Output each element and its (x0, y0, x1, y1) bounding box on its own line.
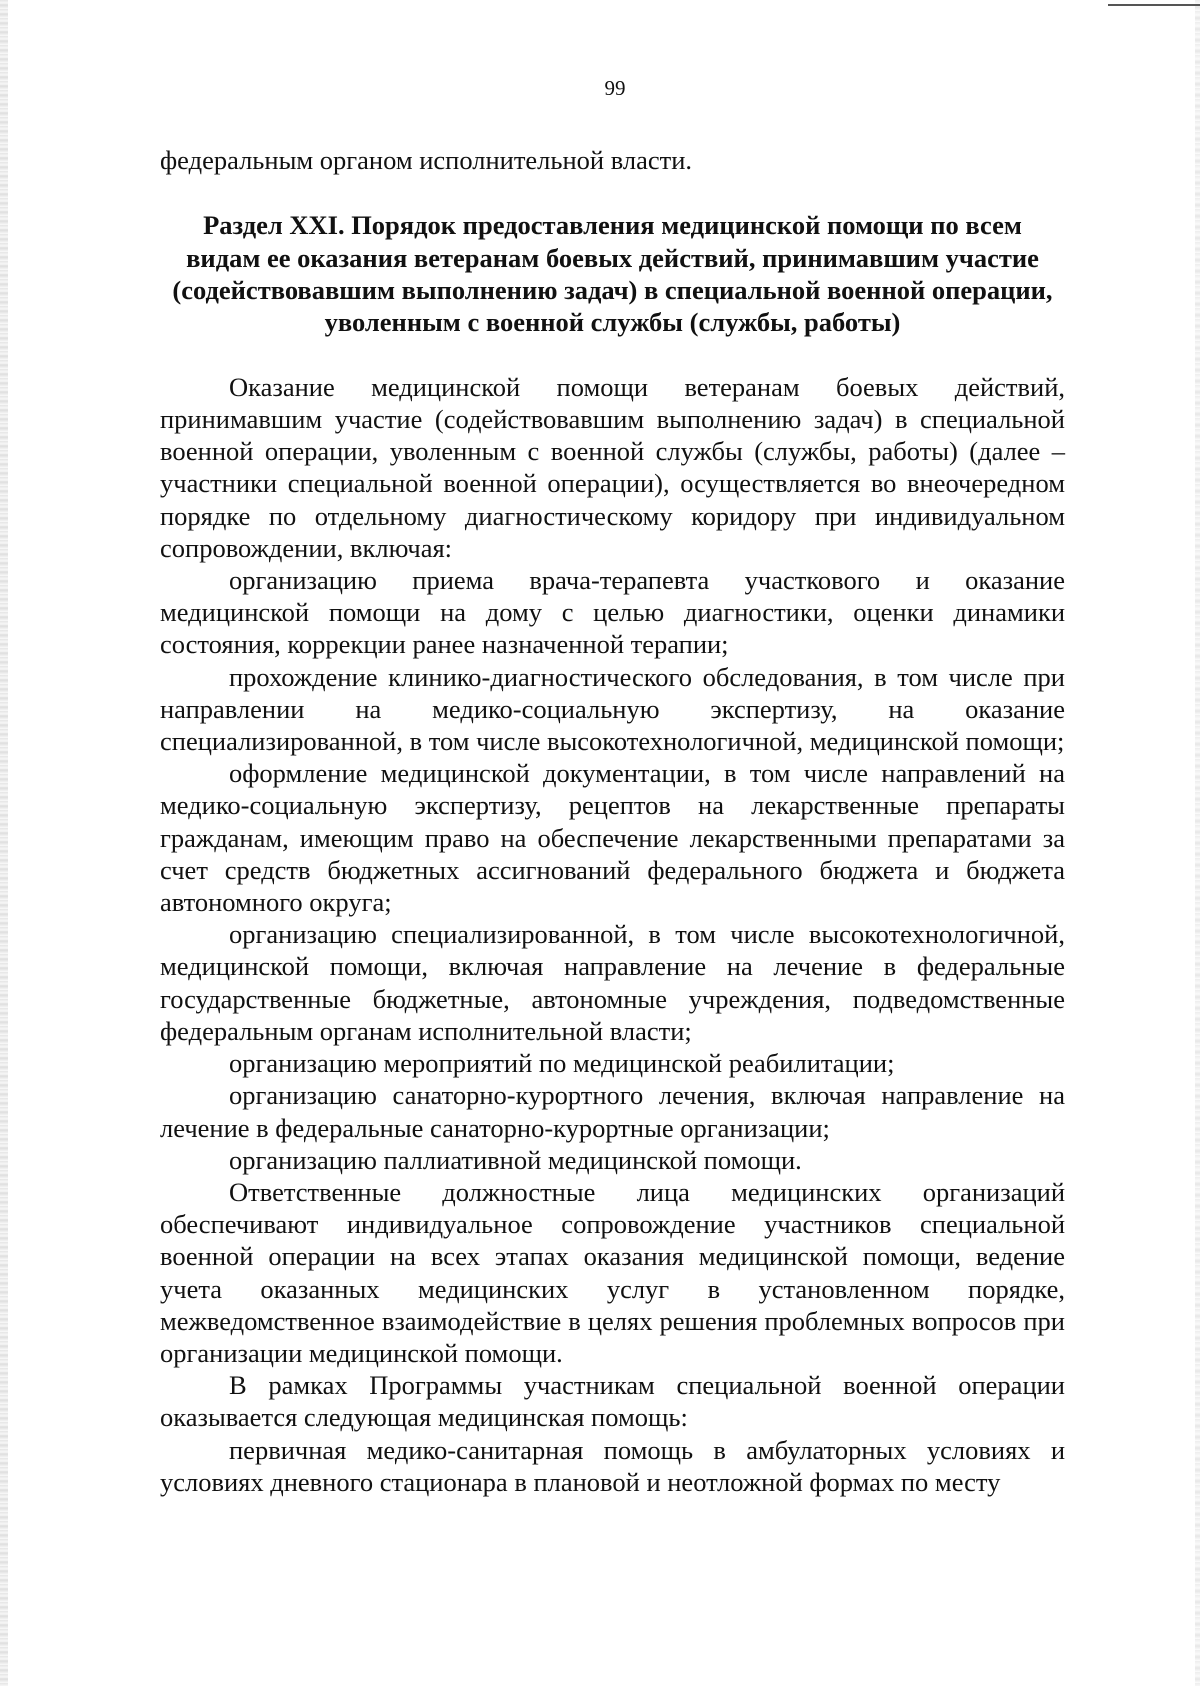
section-heading: Раздел XXI. Порядок предоставления медицинской помощи по всем видам ее оказания ветеранам боевых действий, принимавшим участие (содействовавшим выполнению задач) в специальной военной операции, уволенным с военной службы (службы, работы) (172, 210, 1053, 338)
paragraph: В рамках Программы участникам специальной военной операции оказывается следующая медицинская помощь: (160, 1370, 1065, 1433)
paragraph: прохождение клинико-диагностического обследования, в том числе при направлении на медико-социальную экспертизу, на оказание специализированной, в том числе высокотехнологичной, медицинской помощи; (160, 661, 1065, 757)
page-number: 99 (604, 76, 626, 100)
scan-edge-left (0, 0, 8, 1686)
paragraph: организацию паллиативной медицинской помощи. (229, 1144, 802, 1175)
paragraph: первичная медико-санитарная помощь в амбулаторных условиях и условиях дневного стационара в плановой и неотложной формах по месту (160, 1434, 1065, 1497)
lead-text: федеральным органом исполнительной власти. (160, 145, 693, 175)
paragraph: Ответственные должностные лица медицинских организаций обеспечивают индивидуальное сопровождение участников специальной военной операции на всех этапах оказания медицинской помощи, ведение учета оказанных медицинских услуг в установленном порядке, межведомственное взаимодействие в целях решения проблемных вопросов при организации медицинской помощи. (160, 1176, 1065, 1368)
scan-edge-right (1195, 0, 1200, 1686)
paragraph: организацию санаторно-курортного лечения, включая направление на лечение в федеральные санаторно-курортные организации; (160, 1080, 1065, 1143)
paragraph: Оказание медицинской помощи ветеранам боевых действий, принимавшим участие (содействовавшим выполнению задач) в специальной военной операции, уволенным с военной службы (службы, работы) (далее – участники специальной военной операции), осуществляется во внеочередном порядке по отдельному диагностическому коридору при индивидуальном сопровождении, включая: (160, 371, 1065, 563)
scan-mark-top (1108, 4, 1200, 6)
paragraph: организацию приема врача-терапевта участкового и оказание медицинской помощи на дому с целью диагностики, оценки динамики состояния, коррекции ранее назначенной терапии; (160, 565, 1065, 660)
document-body (160, 144, 1065, 1498)
paragraph: оформление медицинской документации, в том числе направлений на медико-социальную экспертизу, рецептов на лекарственные препараты гражданам, имеющим право на обеспечение лекарственными препаратами за счет средств бюджетных ассигнований федерального бюджета и бюджета автономного округа; (160, 758, 1065, 918)
paragraph: организацию специализированной, в том числе высокотехнологичной, медицинской помощи, включая направление на лечение в федеральные государственные бюджетные, автономные учреждения, подведомственные федеральным органам исполнительной власти; (160, 919, 1065, 1046)
paragraph-list (160, 371, 1065, 1498)
paragraph: организацию мероприятий по медицинской реабилитации; (229, 1048, 895, 1079)
